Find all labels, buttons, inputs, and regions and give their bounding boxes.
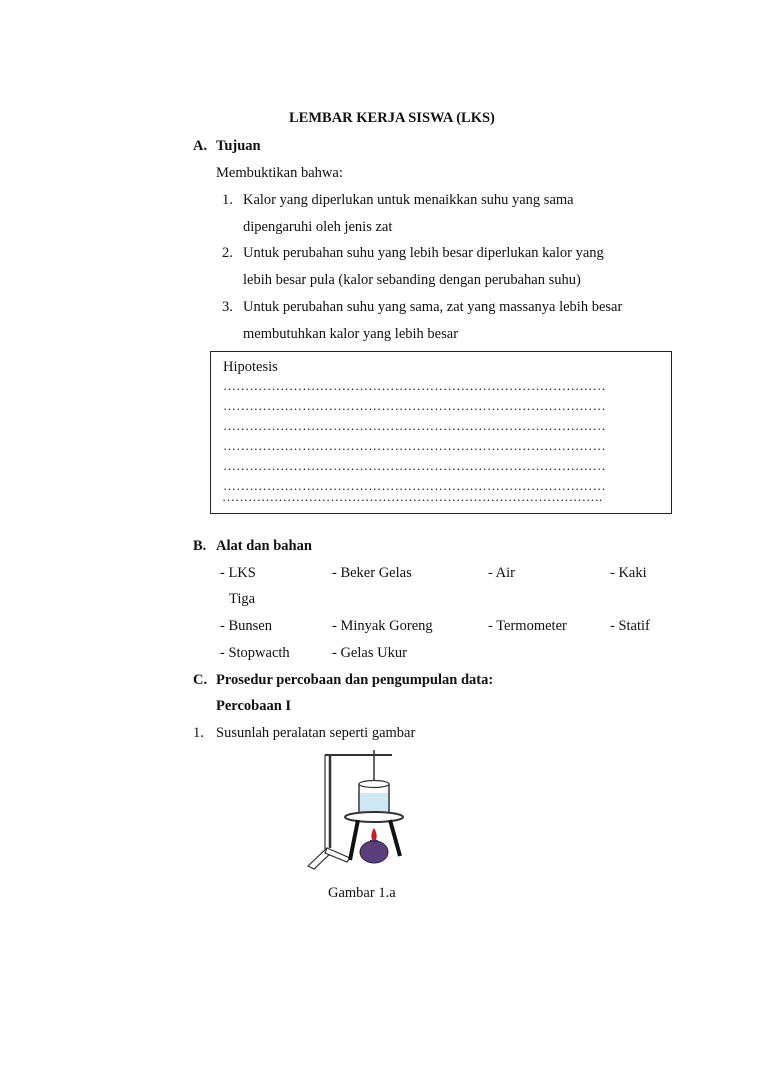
section-c-label: C.	[193, 672, 208, 688]
material-item: - Gelas Ukur	[332, 645, 407, 661]
hypothesis-label: Hipotesis	[223, 359, 278, 375]
hypothesis-line[interactable]: ……………………………………………………………………………	[223, 478, 606, 493]
goal-number: 3.	[222, 299, 233, 315]
hypothesis-line[interactable]: ……………………………………………………………………………	[223, 438, 606, 453]
step-text: Susunlah peralatan seperti gambar	[216, 725, 416, 741]
stand-base-right	[325, 848, 350, 862]
page-title: LEMBAR KERJA SISWA (LKS)	[289, 110, 495, 126]
material-item: - Termometer	[488, 618, 567, 634]
step-number: 1.	[193, 725, 204, 741]
material-item: - Statif	[610, 618, 650, 634]
material-item: - LKS	[220, 565, 256, 581]
section-a-label: A.	[193, 138, 208, 154]
tripod-leg	[350, 820, 358, 860]
section-c-heading: Prosedur percobaan dan pengumpulan data:	[216, 672, 494, 688]
section-a-heading: Tujuan	[216, 138, 261, 154]
hypothesis-line[interactable]: ……………………………………………………………………………	[223, 418, 606, 433]
tripod-leg	[390, 820, 400, 856]
hypothesis-line[interactable]: …………………………………………………………………………….	[222, 489, 603, 504]
material-item: - Stopwacth	[220, 645, 290, 661]
section-b-heading: Alat dan bahan	[216, 538, 312, 554]
figure-caption: Gambar 1.a	[328, 885, 396, 901]
bunsen-burner	[360, 841, 388, 863]
apparatus-figure	[300, 748, 420, 873]
hypothesis-line[interactable]: ……………………………………………………………………………	[223, 458, 606, 473]
material-item: - Beker Gelas	[332, 565, 412, 581]
goal-number: 2.	[222, 245, 233, 261]
goal-text: Untuk perubahan suhu yang sama, zat yang massanya lebih besar	[243, 299, 623, 315]
material-item: - Kaki	[610, 565, 647, 581]
tripod-platform	[345, 812, 403, 822]
goal-text: dipengaruhi oleh jenis zat	[243, 219, 393, 235]
material-item: - Bunsen	[220, 618, 272, 634]
goal-text: lebih besar pula (kalor sebanding dengan perubahan suhu)	[243, 272, 581, 288]
hypothesis-line[interactable]: ……………………………………………………………………………	[223, 398, 606, 413]
material-item: - Air	[488, 565, 515, 581]
goal-number: 1.	[222, 192, 233, 208]
goal-text: Kalor yang diperlukan untuk menaikkan suhu yang sama	[243, 192, 574, 208]
goal-text: Untuk perubahan suhu yang lebih besar diperlukan kalor yang	[243, 245, 604, 261]
hypothesis-line[interactable]: ……………………………………………………………………………	[223, 378, 606, 393]
experiment-subheading: Percobaan I	[216, 698, 292, 714]
goal-text: membutuhkan kalor yang lebih besar	[243, 326, 459, 342]
beaker-rim	[359, 781, 389, 788]
material-item: - Minyak Goreng	[332, 618, 433, 634]
material-item-wrap: Tiga	[229, 591, 256, 607]
section-b-label: B.	[193, 538, 207, 554]
section-a-intro: Membuktikan bahwa:	[216, 165, 343, 181]
